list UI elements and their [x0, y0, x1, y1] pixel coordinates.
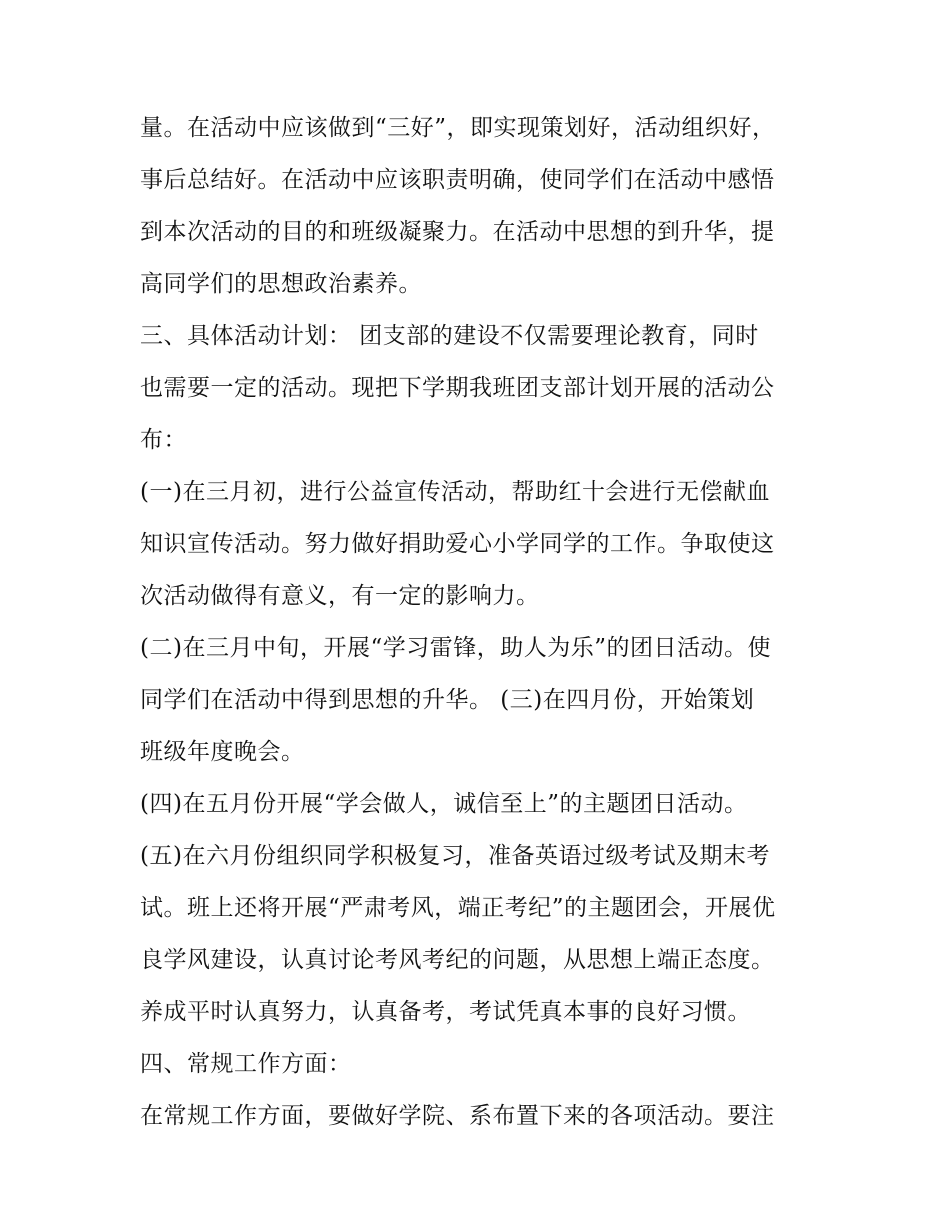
section-heading-activity-plan: 三、具体活动计划： 团支部的建设不仅需要理论教育，同时	[140, 323, 759, 349]
text-line: 良学风建设，认真讨论考风考纪的问题，从思想上端正态度。	[140, 947, 775, 973]
text-line: 布：	[140, 427, 187, 453]
text-line: 知识宣传活动。努力做好捐助爱心小学同学的工作。争取使这	[140, 531, 775, 557]
list-item-5: (五)在六月份组织同学积极复习，准备英语过级考试及期末考	[140, 843, 770, 869]
section-heading-routine-work: 四、常规工作方面：	[140, 1051, 352, 1077]
text-line: 同学们在活动中得到思想的升华。 (三)在四月份，开始策划	[140, 687, 755, 713]
document-body	[140, 102, 830, 1142]
text-line: 量。在活动中应该做到“三好”，即实现策划好，活动组织好，	[140, 115, 776, 141]
list-item-1: (一)在三月初，进行公益宣传活动，帮助红十会进行无偿献血	[140, 479, 770, 505]
text-line: 高同学们的思想政治素养。	[140, 271, 422, 297]
list-item-2: (二)在三月中旬，开展“学习雷锋，助人为乐”的团日活动。使	[140, 635, 771, 661]
text-line: 班级年度晚会。	[140, 739, 305, 765]
text-line: 试。班上还将开展“严肃考风，端正考纪”的主题团会，开展优	[140, 895, 776, 921]
text-line: 养成平时认真努力，认真备考，考试凭真本事的良好习惯。	[140, 999, 751, 1025]
text-line: 事后总结好。在活动中应该职责明确，使同学们在活动中感悟	[140, 167, 775, 193]
text-line: 到本次活动的目的和班级凝聚力。在活动中思想的到升华，提	[140, 219, 775, 245]
text-line: 在常规工作方面，要做好学院、系布置下来的各项活动。要注	[140, 1103, 775, 1129]
text-line: 也需要一定的活动。现把下学期我班团支部计划开展的活动公	[140, 375, 775, 401]
list-item-4: (四)在五月份开展“学会做人，诚信至上”的主题团日活动。	[140, 791, 748, 817]
text-line: 次活动做得有意义，有一定的影响力。	[140, 583, 540, 609]
